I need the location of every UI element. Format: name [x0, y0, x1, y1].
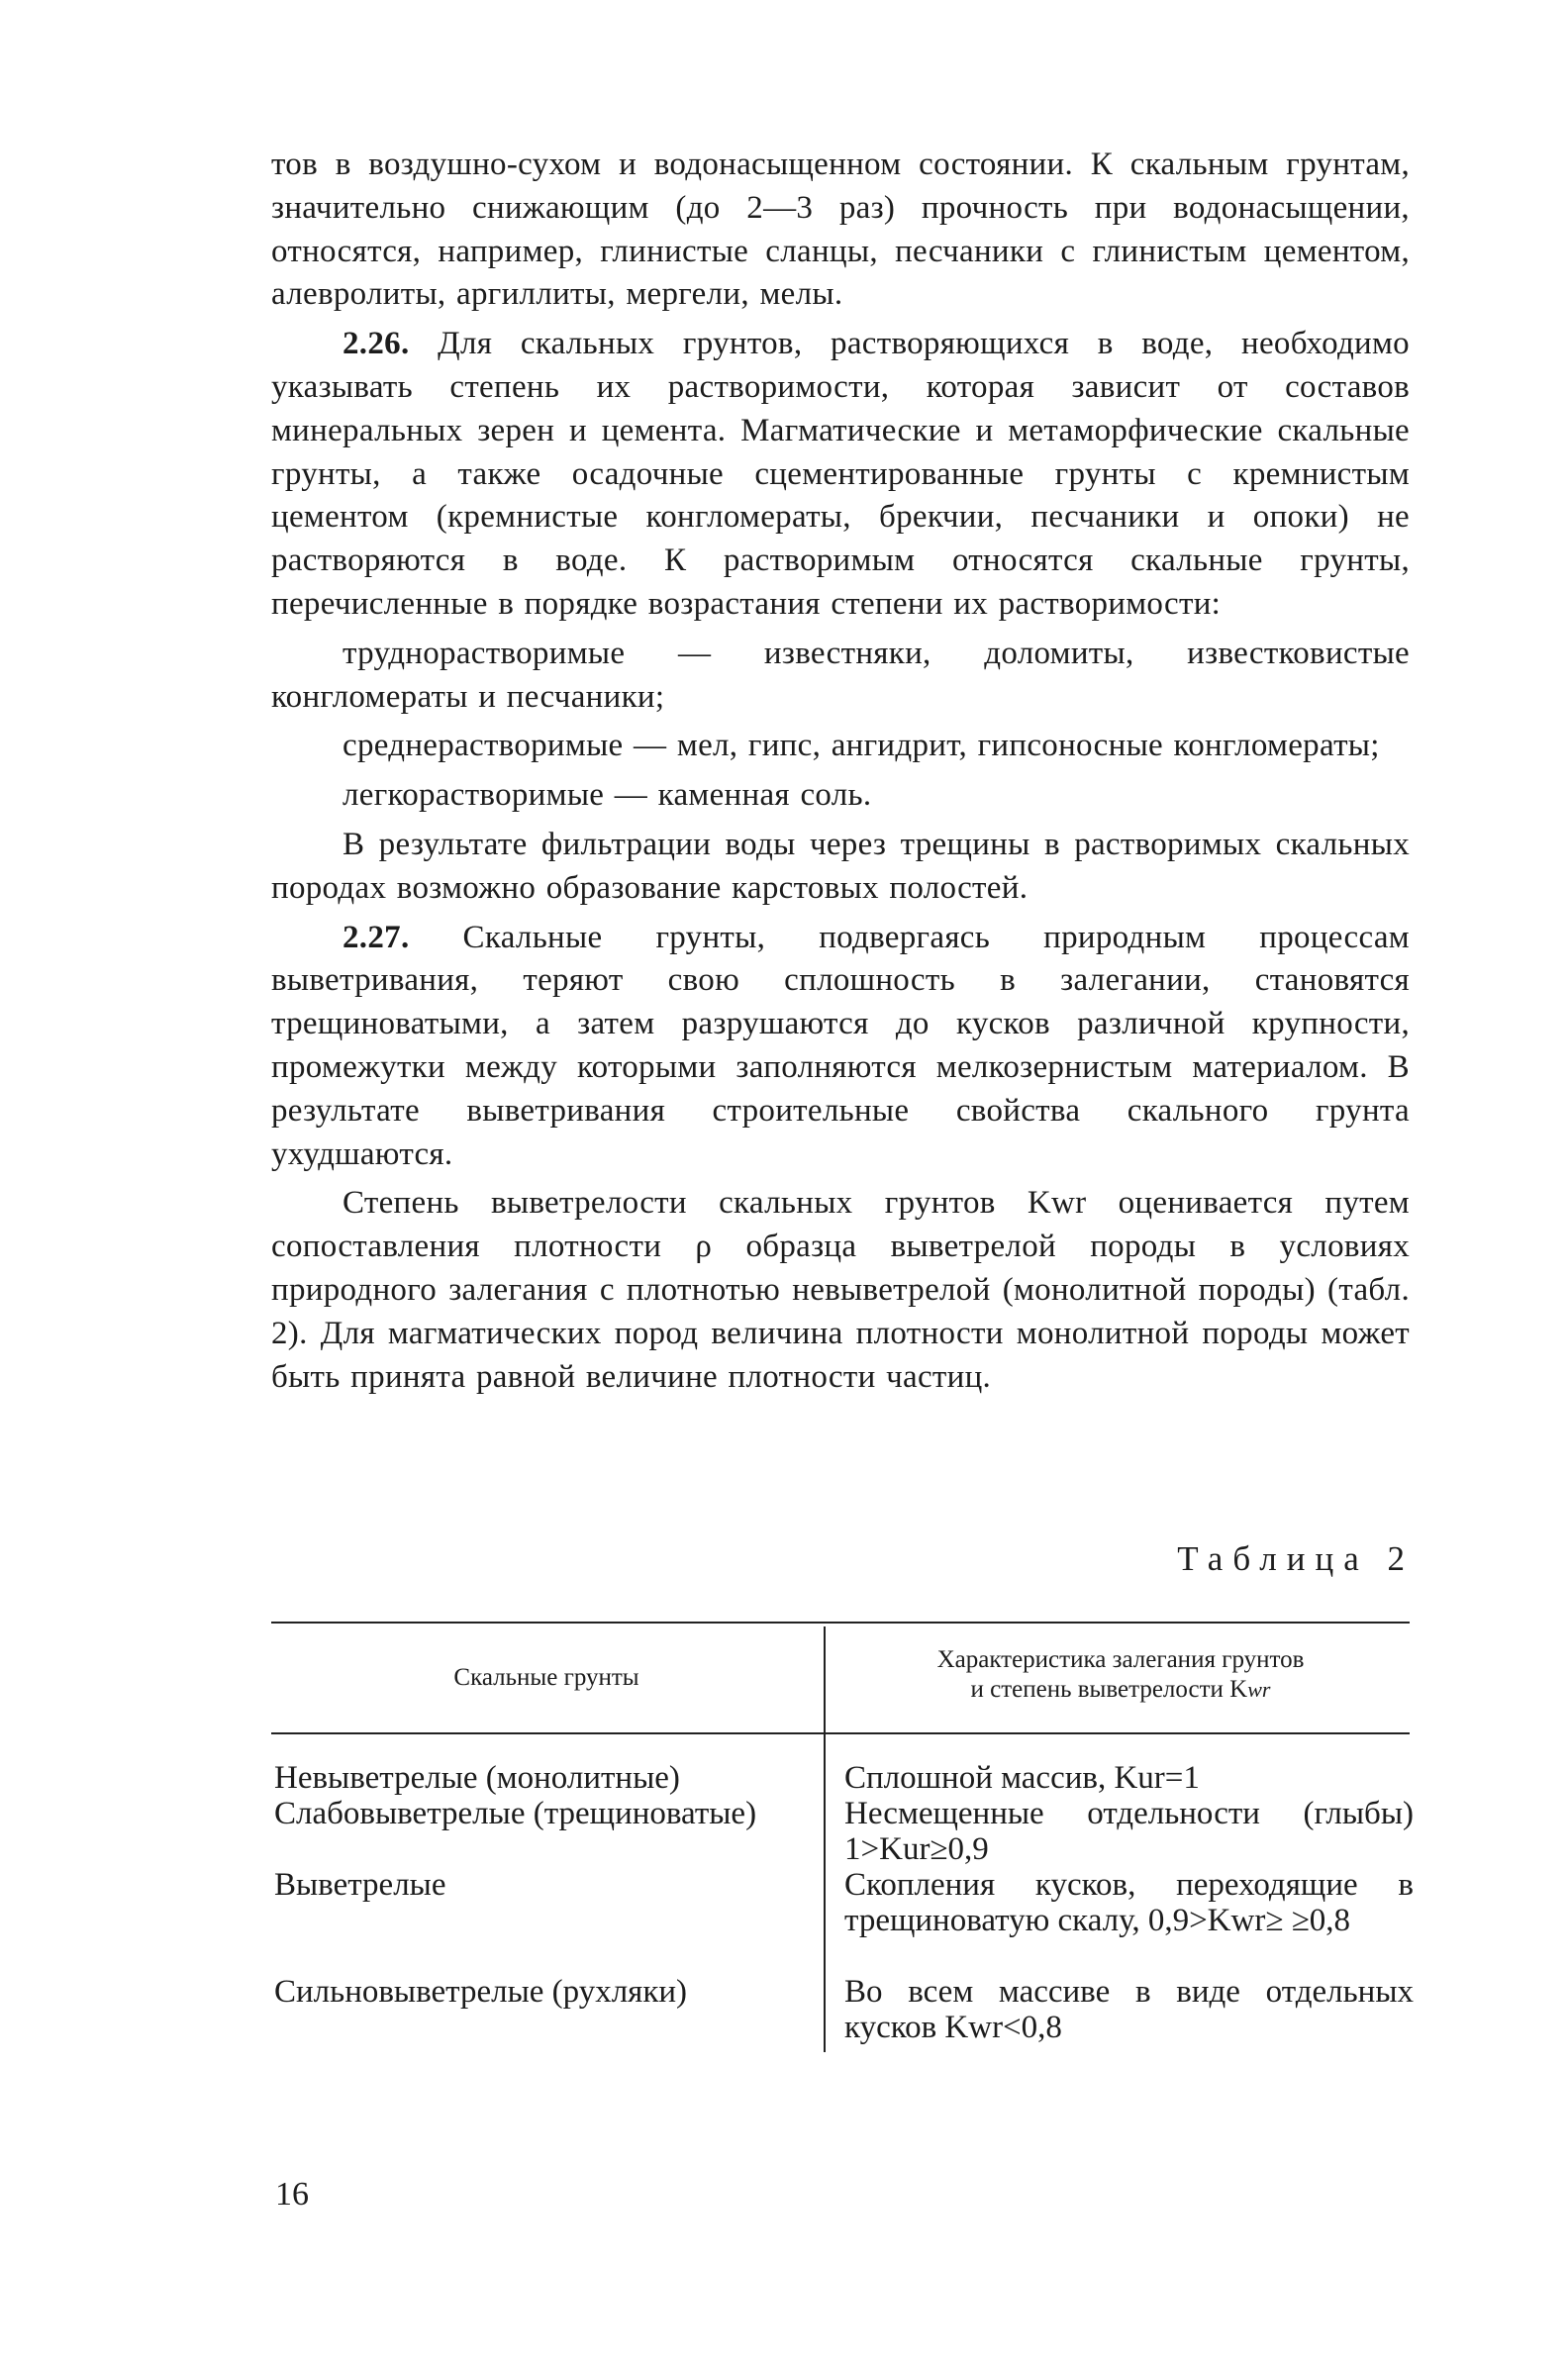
body-text: [271, 144, 1410, 1405]
table-column-left: [274, 1760, 799, 2045]
table-header-left: Скальные грунты: [453, 1664, 639, 1691]
table-top-rule: [271, 1622, 1410, 1624]
table-header-right: [832, 1645, 1410, 1705]
header-right-line1: Характеристика залегания грунтов: [936, 1646, 1305, 1673]
table-header-rule: [271, 1732, 1410, 1734]
table-column-divider: [824, 1626, 826, 2052]
table-cell: Скопления кусков, переходящие в трещиноватую скалу, 0,9>Kwr≥ ≥0,8: [844, 1867, 1414, 1938]
section-number: 2.27.: [343, 919, 410, 955]
header-right-line2: и степень выветрелости Kwr: [970, 1676, 1271, 1703]
paragraph: [271, 725, 1410, 768]
paragraph-2-26: [271, 323, 1410, 627]
paragraph: [271, 1182, 1410, 1399]
table-column-right: [844, 1760, 1414, 2045]
table-cell: Несмещенные отдельности (глыбы) 1>Kur≥0,9: [844, 1796, 1414, 1867]
table-cell: Невыветрелые (монолитные): [274, 1760, 680, 1796]
paragraph-text: В результате фильтрации воды через трещины в растворимых скальных породах возможно образование карстовых полостей.: [271, 826, 1410, 906]
table-cell: Сильновыветрелые (рухляки): [274, 1974, 688, 2010]
table-cell: Сплошной массив, Kur=1: [844, 1760, 1200, 1796]
paragraph: [271, 144, 1410, 317]
paragraph-text: легкорастворимые — каменная соль.: [343, 777, 872, 814]
header-subscript: wr: [1247, 1677, 1271, 1702]
paragraph-text: тов в воздушно-сухом и водонасыщенном состоянии. К скальным грунтам, значительно снижающим (до 2—3 раз) прочность при водонасыщении, относятся, например, глинистые сланцы, песчаники с глинистым цементом, алевролиты, аргиллиты, мергели, мелы.: [271, 147, 1410, 313]
paragraph-text: труднорастворимые — известняки, доломиты, известковистые конгломераты и песчаники;: [271, 635, 1410, 715]
paragraph-text: среднерастворимые — мел, гипс, ангидрит, гипсоносные конгломераты;: [343, 728, 1380, 764]
table-cell: Слабовыветрелые (трещиноватые): [274, 1796, 757, 1831]
paragraph: [271, 774, 1410, 818]
page-number: 16: [275, 2176, 309, 2213]
table-cell: Во всем массиве в виде отдельных кусков Kwr<0,8: [844, 1974, 1414, 2045]
paragraph: [271, 633, 1410, 720]
paragraph-2-27: [271, 917, 1410, 1177]
table-cell: Выветрелые: [274, 1867, 446, 1903]
section-number: 2.26.: [343, 326, 410, 362]
table-caption: Таблица 2: [1177, 1539, 1415, 1578]
paragraph-text: Скальные грунты, подвергаясь природным процессам выветривания, теряют свою сплошность в залегании, становятся трещиноватыми, а затем разрушаются до кусков различной крупности, промежутки между которыми заполняются мелкозернистым материалом. В результате выветривания строительные свойства скального грунта ухудшаются.: [271, 919, 1410, 1172]
paragraph: [271, 824, 1410, 911]
paragraph-text: Для скальных грунтов, растворяющихся в воде, необходимо указывать степень их растворимости, которая зависит от составов минеральных зерен и цемента. Магматические и метаморфические скальные грунты, а также осадочные сцементированные грунты с кремнистым цементом (кремнистые конгломераты, брекчии, песчаники и опоки) не растворяются в воде. К растворимым относятся скальные грунты, перечисленные в порядке возрастания степени их растворимости:: [271, 326, 1410, 622]
paragraph-text: Степень выветрелости скальных грунтов Kwr оценивается путем сопоставления плотности ρ образца выветрелой породы в условиях природного залегания с плотнотью невыветрелой (монолитной породы) (табл. 2). Для магматических пород величина плотности монолитной породы может быть принята равной величине плотности частиц.: [271, 1185, 1410, 1395]
